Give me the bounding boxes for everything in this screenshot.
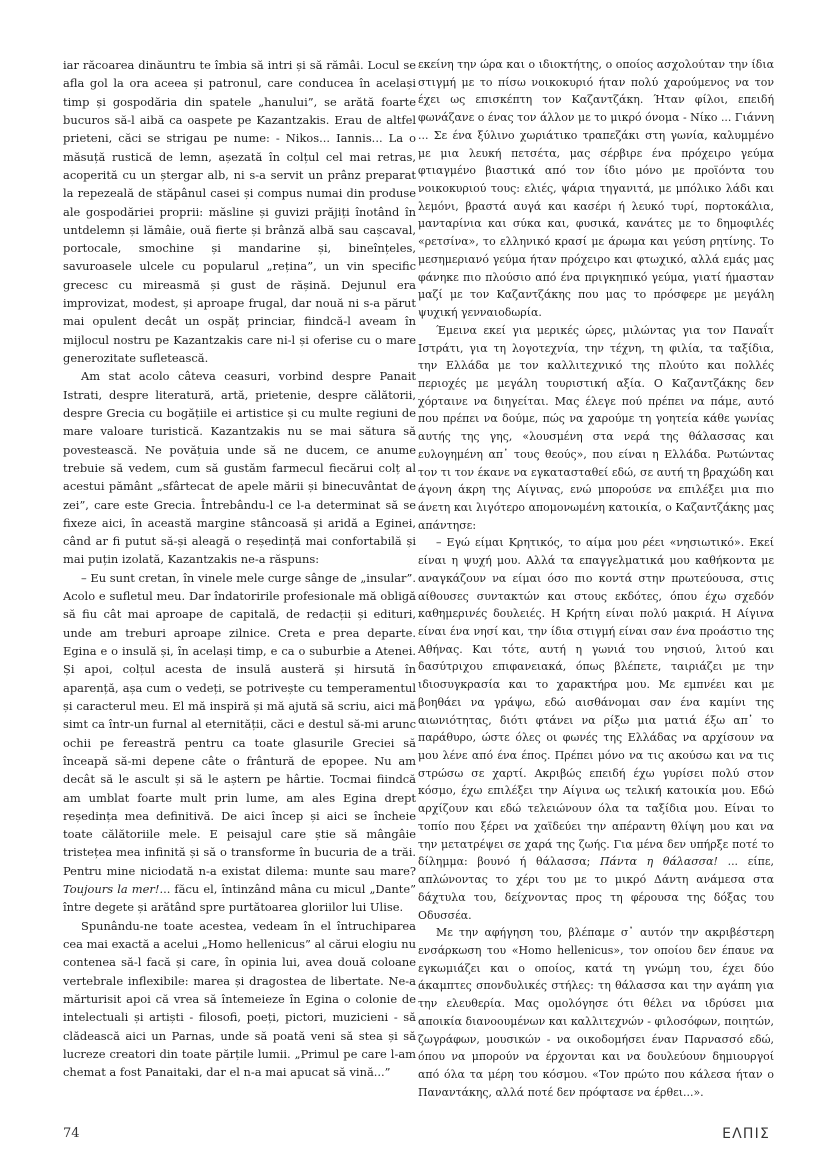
paragraph-text: Έμεινα εκεί για μερικές ώρες, μιλώντας για τον Παναΐτ Ιστράτι, για τη λογοτεχνία, την τέχνη, τη φιλία, τα ταξίδια, την Ελλάδα με τον καλλιτεχνικό της πλούτο και πολλές περιοχές με μεγάλη τουριστική αξία. Ο Καζαντζάκης δεν χόρταινε να διηγείται. Μας έλεγε πού πρέπει να πάμε, αυτό που πρέπει να δούμε, πώς να χαρούμε τη γοητεία κάθε γωνίας αυτής της γης, «λουσμένη στα νερά της θάλασσας και ευλογημένη απ᾽ τους θεούς», που είναι η Ελλάδα. Ρωτώντας τον τι τον έκανε να εγκατασταθεί εδώ, σε αυτή τη βραχώδη και άγονη άκρη της Αίγινας, ενώ μπορούσε να επιλέξει μια πιο άνετη και λιγότερο απομονωμένη κατοικία, ο Καζαντζάκης μας απάντησε: (418, 323, 774, 532)
paragraph (418, 924, 774, 1101)
paragraph-text: Με την αφήγηση του, βλέπαμε σ᾽ αυτόν την ακριβέστερη ενσάρκωση του «Homo hellenicus», τον οποίου δεν έπαυε να εγκωμιάζει και ο οποίος, κατά τη γνώμη του, έχει δύο άκαμπτες σπονδυλικές στήλες: τη θάλασσα και την αγάπη για την ελευθερία. Μας ομολόγησε ότι θέλει να ιδρύσει μια αποικία διανοουμένων και καλλιτεχνών - φιλοσόφων, ποιητών, ζωγράφων, μουσικών - να οικοδομήσει έναν Παρνασσό εδώ, όπου να μπορούν να έρχονται και να δουλεύουν δημιουργοί από όλα τα μέρη του κόσμου. «Τον πρώτο που κάλεσα ήταν ο Παναντάκης, αλλά ποτέ δεν πρόφτασε να έρθει...». (418, 926, 774, 1099)
paragraph (63, 917, 416, 1082)
paragraph-text: – Εγώ είμαι Κρητικός, το αίμα μου ρέει «νησιωτικό». Εκεί είναι η ψυχή μου. Αλλά τα επαγγελματικά μου καθήκοντα με αναγκάζουν να είμαι όσο πιο κοντά στην πρωτεύουσα, στις αίθουσες συντακτών και στους εκδότες, όπου έχω σχεδόν καθημερινές δουλειές. Η Κρήτη είναι πολύ μακριά. Η Αίγινα είναι ένα νησί και, την ίδια στιγμή είναι σαν ένα προάστιο της Αθήνας. Και τότε, αυτή η γωνιά του νησιού, λιτού και δασύτριχου επιφανειακά, όπως βλέπετε, ταιριάζει με την ιδιοσυγκρασία και το χαρακτήρα μου. Με εμπνέει και με βοηθάει να γράψω, εδώ αισθάνομαι σαν ένα καμίνι της αιωνιότητας, διότι φτάνει να ρίξω μια ματιά έξω απ᾽ το παράθυρο, ώστε όλες οι φωνές της Ελλάδας να αρχίσουν να μου λένε από ένα έπος. Πρέπει μόνο να τις ακούσω και να τις στρώσω σε χαρτί. Ακριβώς επειδή έχω γυρίσει πολύ στον κόσμο, έχω επιλέξει την Αίγινα ως τελική κατοικία μου. Εδώ αρχίζουν και εδώ τελειώνουν όλα τα ταξίδια μου. Είναι το τοπίο που ξέρει να χαϊδεύει την απέραντη θλίψη μου και να την μετατρέψει σε χαρά της ζωής. Για μένα δεν υπήρξε ποτέ το δίλημμα: βουνό ή θάλασσα; (418, 536, 774, 869)
right-column-greek (418, 56, 774, 1101)
paragraph-text: ... είπε, απλώνοντας το χέρι του με το μικρό Δάντη ανάμεσα στα δάχτυλα του, δείχνοντας προς τη φέρουσα της δόξας του Οδυσσέα. (418, 855, 774, 922)
magazine-title: ΕΛΠΙΣ (722, 1126, 770, 1142)
paragraph (418, 56, 774, 322)
italic-quote: Toujours la mer! (63, 882, 160, 897)
paragraph-text: iar răcoarea dinăuntru te îmbia să intri și să rămâi. Locul se afla gol la ora aceea și patronul, care conducea în același timp și gospodăria din spatele „hanului”, se arătă foarte bucuros să-l aibă ca oaspete pe Kazantzakis. Erau de altfel prieteni, căci se strigau pe nume: - Nikos... Iannis... La o măsuță rustică de lemn, așezată în colțul cel mai retras, acoperită cu un ștergar alb, ni s-a servit un prânz preparat la repezeală de stăpânul casei și compus numai din produse ale gospodăriei proprii: măsline și guvizi prăjiți înotând în untdelemn și lămâie, ouă fierte și brânză albă sau cașcaval, portocale, smochine și mandarine și, bineînțeles, savuroasele ulcele cu popularul „rețina”, un vin specific grecesc cu mireasmă și gust de rășină. Dejunul era improvizat, modest, și aproape frugal, dar nouă ni s-a părut mai opulent decât un ospăț princiar, fiindcă-l aveam în mijlocul nostru pe Kazantzakis care ni-l și oferise cu o mare generozitate sufletească. (63, 58, 416, 365)
italic-quote: Πάντα η θάλασσα! (600, 855, 718, 869)
paragraph (63, 569, 416, 917)
paragraph (418, 322, 774, 535)
paragraph-text: ... făcu el, întinzând mâna cu micul „Dante” între degete și arătând spre purtătoarea gloriilor lui Ulise. (63, 882, 416, 915)
paragraph (63, 56, 416, 367)
paragraph-text: – Eu sunt cretan, în vinele mele curge sânge de „insular”. Acolo e sufletul meu. Dar îndatoririle profesionale mă obligă să fiu cât mai aproape de capitală, de redacții și edituri, unde am treburi aproape zilnice. Creta e prea departe. Egina e o insulă și, în același timp, e ca o suburbie a Atenei. Și apoi, colțul acesta de insulă austeră și hirsută în aparență, așa cum o vedeți, se potrivește cu temperamentul și caracterul meu. El mă inspiră și mă ajută să scriu, aici mă simt ca într-un furnal al eternității, căci e destul să-mi arunc ochii pe fereastră pentru ca toate glasurile Greciei să înceapă să-mi depene câte o frântură de epopee. Nu am decât să le ascult și să le aștern pe hârtie. Tocmai fiindcă am umblat foarte mult prin lume, am ales Egina drept reședința mea definitivă. De aici încep și aici se încheie toate călătoriile mele. E peisajul care știe să mângâie tristețea mea infinită și să o transforme în bucuria de a trăi. Pentru mine niciodată n-a existat dilema: munte sau mare? (63, 570, 416, 878)
paragraph-text: Spunându-ne toate acestea, vedeam în el întruchiparea cea mai exactă a acelui „Homo hellenicus” al cărui elogiu nu contenea să-l facă și care, în opinia lui, avea două coloane vertebrale inflexibile: marea și dragostea de libertate. Ne-a mărturisit apoi că vrea să întemeieze în Egina o colonie de intelectuali și artiști - filosofi, poeți, pictori, muzicieni - să clădească aici un Parnas, unde să poată veni să stea și să lucreze creatori din toate părțile lumii. „Primul pe care l-am chemat a fost Panaitaki, dar el n-a mai apucat să vină...” (63, 918, 416, 1080)
paragraph (63, 367, 416, 568)
paragraph (418, 534, 774, 924)
left-column-romanian (63, 56, 416, 1082)
paragraph-text: εκείνη την ώρα και ο ιδιοκτήτης, ο οποίος ασχολούταν την ίδια στιγμή με το πίσω νοικοκυριό ήταν πολύ χαρούμενος να τον έχει ως επισκέπτη τον Καζαντζάκη. Ήταν φίλοι, επειδή φωνάζανε ο ένας τον άλλον με το μικρό όνομα - Νίκο ... Γιάννη ... Σε ένα ξύλινο χωριάτικο τραπεζάκι στη γωνία, καλυμμένο με μια λευκή πετσέτα, μας σέρβιρε ένα πρόχειρο γεύμα φτιαγμένο βιαστικά από τον ίδιο μόνο με προϊόντα του νοικοκυριού τους: ελιές, ψάρια τηγανιτά, με μπόλικο λάδι και λεμόνι, βραστά αυγά και κασέρι ή λευκό τυρί, πορτοκάλια, μανταρίνια και σύκα και, φυσικά, κανάτες με το δημοφιλές «ρετσίνα», το ελληνικό κρασί με άρωμα και γεύση ρητίνης. Το μεσημεριανό γεύμα ήταν πρόχειρο και φτωχικό, αλλά εμάς μας φάνηκε πιο πλούσιο από ένα πριγκηπικό γεύμα, γιατί ήμασταν μαζί με τον Καζαντζάκης που μας το πρόσφερε με μεγάλη ψυχική γενναιοδωρία. (418, 58, 774, 320)
page-number: 74 (63, 1126, 80, 1141)
paragraph-text: Am stat acolo câteva ceasuri, vorbind despre Panait Istrati, despre literatură, artă, prietenie, despre călătorii, despre Grecia cu bogățiile ei artistice și cu multe regiuni de mare valoare turistică. Kazantzakis nu se mai sătura să povestească. Ne povățuia unde să ne ducem, ce anume trebuie să vedem, cum să gustăm farmecul fiecărui colț al acestui pământ „sfârtecat de apele mării și binecuvântat de zei”, care este Grecia. Întrebându-l ce l-a determinat să se fixeze aici, în această margine stâncoasă și aridă a Eginei, când ar fi putut să-și aleagă o reședință mai confortabilă și mai puțin izolată, Kazantzakis ne-a răspuns: (63, 369, 416, 567)
